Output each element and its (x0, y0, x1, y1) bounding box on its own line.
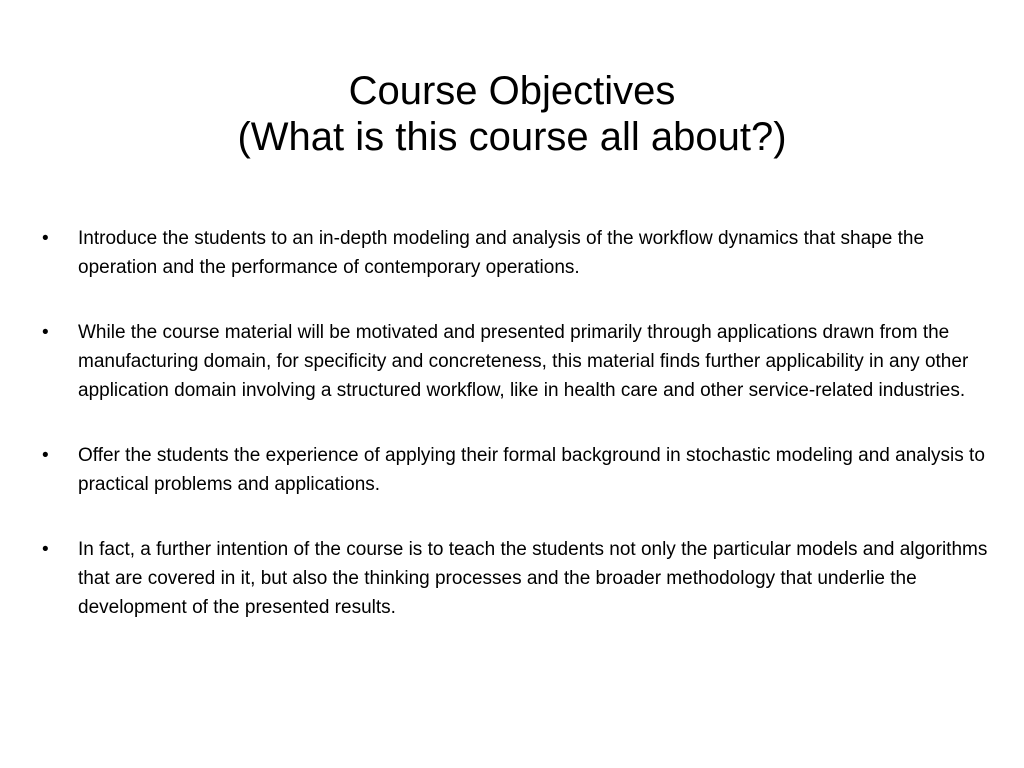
slide-title (60, 68, 964, 160)
bullet-item (40, 535, 1000, 622)
bullet-item (40, 441, 1000, 499)
bullet-item (40, 318, 1000, 405)
bullet-item (40, 224, 1000, 282)
slide-title-line-1: Course Objectives (348, 69, 676, 113)
bullet-icon: • (42, 322, 49, 343)
bullet-text: Introduce the students to an in-depth modeling and analysis of the workflow dynamics that shape the operation and the performance of contemporary operations. (78, 228, 925, 278)
bullet-text: Offer the students the experience of applying their formal background in stochastic modeling and analysis to practical problems and applications. (78, 445, 985, 495)
bullet-list (40, 224, 1000, 622)
slide-title-line-2: (What is this course all about?) (237, 115, 787, 159)
bullet-icon: • (42, 445, 49, 466)
bullet-text: In fact, a further intention of the course is to teach the students not only the particular models and algorithms that are covered in it, but also the thinking processes and the broader methodology that underlie the development of the presented results. (78, 539, 988, 618)
bullet-icon: • (42, 539, 49, 560)
bullet-text: While the course material will be motivated and presented primarily through applications drawn from the manufacturing domain, for specificity and concreteness, this material finds further applicability in any other application domain involving a structured workflow, like in health care and other service-related industries. (78, 322, 969, 401)
bullet-icon: • (42, 228, 49, 249)
